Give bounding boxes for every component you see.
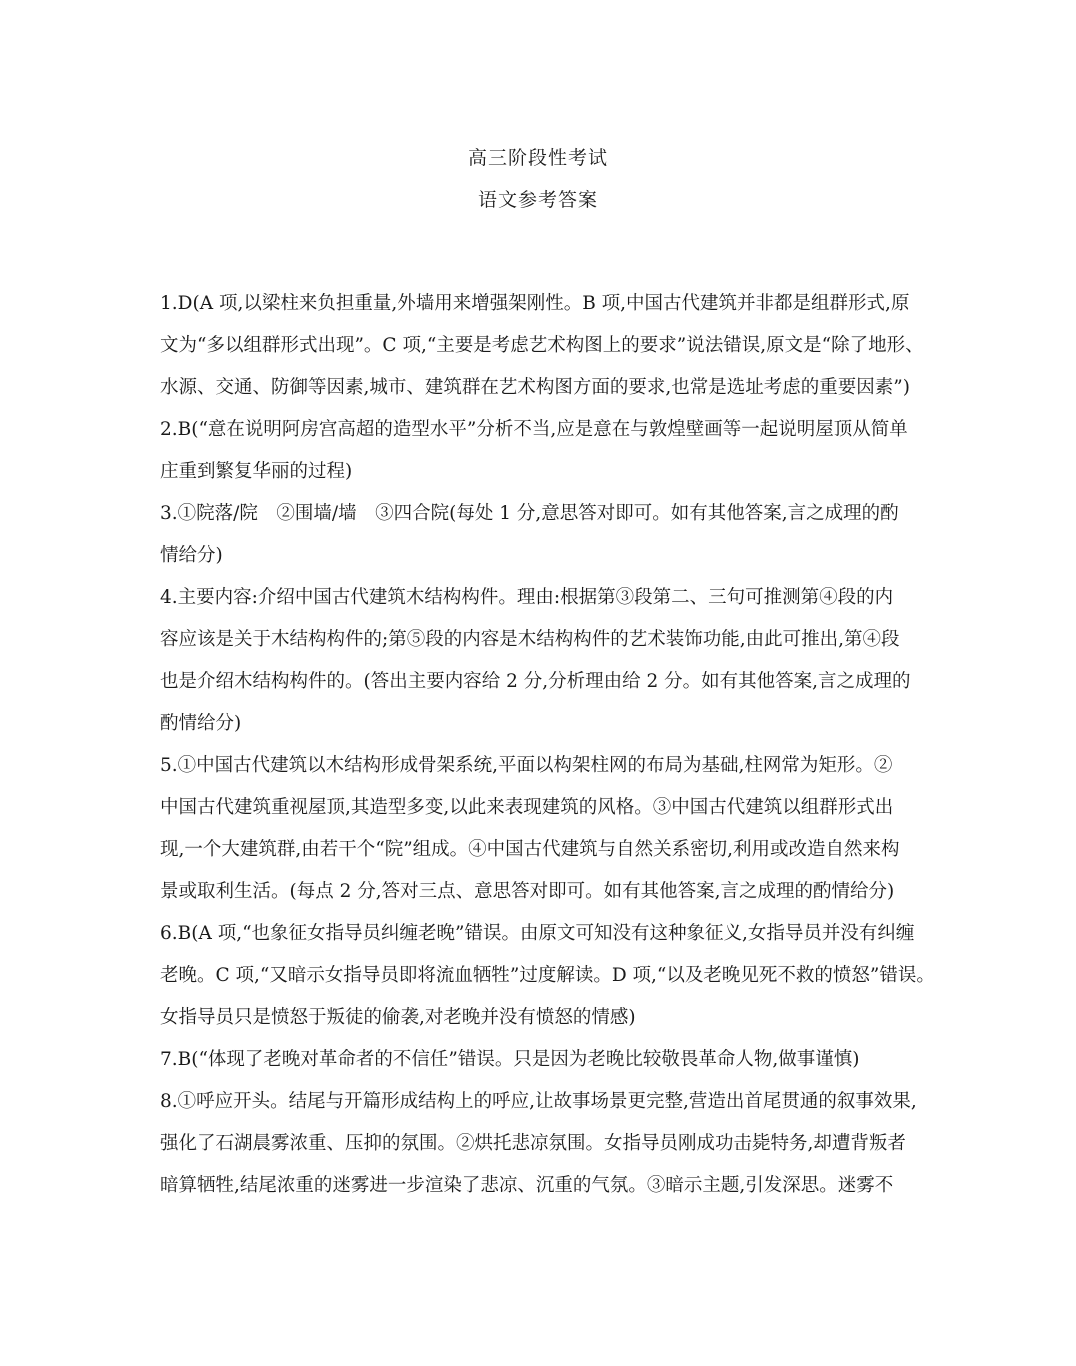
answer-line: 庄重到繁复华丽的过程) (160, 461, 353, 482)
answer-line: 女指导员只是愤怒于叛徒的偷袭,对老晚并没有愤怒的情感) (160, 1007, 636, 1028)
answer-line: 暗算牺牲,结尾浓重的迷雾进一步渲染了悲凉、沉重的气氛。③暗示主题,引发深思。迷雾不 (160, 1175, 894, 1196)
answer-line: 4.主要内容:介绍中国古代建筑木结构构件。理由:根据第③段第二、三句可推测第④段的内 (160, 587, 894, 608)
answer-line: 5.①中国古代建筑以木结构形成骨架系统,平面以构架柱网的布局为基础,柱网常为矩形。② (160, 755, 893, 776)
answer-item-1 (160, 283, 950, 409)
answer-line: 水源、交通、防御等因素,城市、建筑群在艺术构图方面的要求,也常是选址考虑的重要因素”) (160, 377, 910, 398)
answer-line: 2.B(“意在说明阿房宫高超的造型水平”分析不当,应是意在与敦煌壁画等一起说明屋顶从简单 (160, 419, 908, 440)
answer-line: 现,一个大建筑群,由若干个“院”组成。④中国古代建筑与自然关系密切,利用或改造自然来构 (160, 839, 900, 860)
answer-line: 3.①院落/院 ②围墙/墙 ③四合院(每处 1 分,意思答对即可。如有其他答案,言之成理的酌 (160, 503, 899, 524)
answer-line: 7.B(“体现了老晚对革命者的不信任”错误。只是因为老晚比较敬畏革命人物,做事谨慎) (160, 1049, 860, 1070)
answer-item-3 (160, 493, 950, 577)
answer-line: 8.①呼应开头。结尾与开篇形成结构上的呼应,让故事场景更完整,营造出首尾贯通的叙事效果, (160, 1091, 917, 1112)
answer-line: 酌情给分) (160, 713, 242, 734)
answer-line: 情给分) (160, 545, 223, 566)
answer-line: 6.B(A 项,“也象征女指导员纠缠老晚”错误。由原文可知没有这种象征义,女指导员并没有纠缠 (160, 923, 915, 944)
answer-list (160, 283, 950, 1207)
answer-line: 老晚。C 项,“又暗示女指导员即将流血牺牲”过度解读。D 项,“以及老晚见死不救的愤怒”错误。 (160, 965, 935, 986)
page-subtitle: 语文参考答案 (477, 189, 598, 211)
answer-line: 文为“多以组群形式出现”。C 项,“主要是考虑艺术构图上的要求”说法错误,原文是“除了地形、 (160, 335, 924, 356)
answer-item-2 (160, 409, 950, 493)
answer-line: 景或取利生活。(每点 2 分,答对三点、意思答对即可。如有其他答案,言之成理的酌情给分) (160, 881, 895, 902)
answer-item-8 (160, 1081, 950, 1207)
answer-line: 强化了石湖晨雾浓重、压抑的氛围。②烘托悲凉氛围。女指导员刚成功击毙特务,却遭背叛者 (160, 1133, 906, 1154)
answer-line: 也是介绍木结构构件的。(答出主要内容给 2 分,分析理由给 2 分。如有其他答案,言之成理的 (160, 671, 911, 692)
answer-item-4 (160, 577, 950, 745)
page-title: 高三阶段性考试 (467, 147, 608, 169)
answer-item-6 (160, 913, 950, 1039)
answer-item-5 (160, 745, 950, 913)
answer-item-7 (160, 1039, 950, 1081)
answer-line: 1.D(A 项,以梁柱来负担重量,外墙用来增强架刚性。B 项,中国古代建筑并非都是组群形式,原 (160, 293, 910, 314)
answer-line: 中国古代建筑重视屋顶,其造型多变,以此来表现建筑的风格。③中国古代建筑以组群形式出 (160, 797, 894, 818)
answer-line: 容应该是关于木结构构件的;第⑤段的内容是木结构构件的艺术装饰功能,由此可推出,第④段 (160, 629, 900, 650)
